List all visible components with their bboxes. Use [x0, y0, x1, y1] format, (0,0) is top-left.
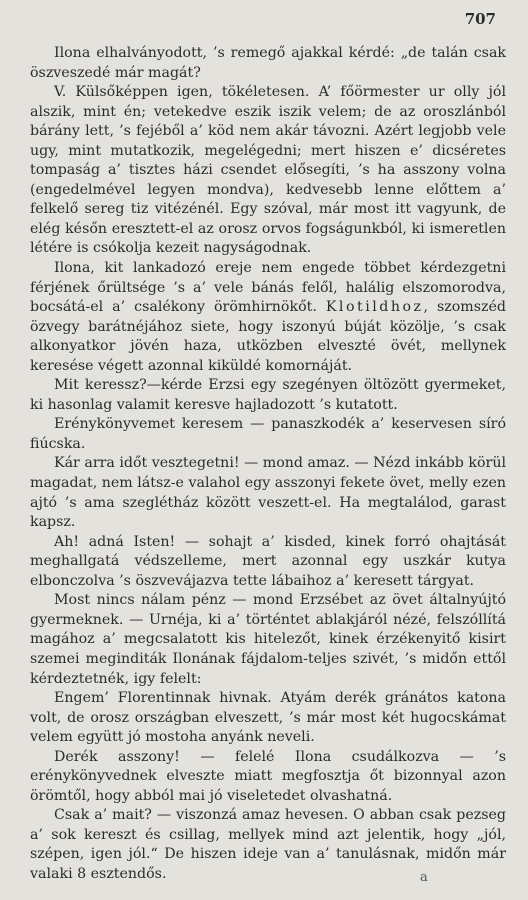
body-text [30, 44, 506, 885]
paragraph-text: Ilona elhalványodott, ’s remegő ajakkal kérdé: „de talán csak öszveszedé már magát? [30, 45, 506, 81]
paragraph-text: Csak a’ mait? — viszonzá amaz hevesen. O abban csak pezseg a’ sok kereszt és csillag, mellyek mind azt jelentik, hogy „jól, szépen, igen jól.“ De hiszen ideje van a’ tanulásnak, midőn már valaki 8 esztendős. [30, 807, 506, 882]
paragraph [30, 83, 506, 259]
paragraph-text: Most nincs nálam pénz — mond Erzsébet az övet általnyújtó gyermeknek. — Urnéja, ki a’ történtet ablakjáról nézé, felszóllítá magához a’ megcsalatott kis hitelezőt, kinek érzékenyitő kisirt szemei meginditák Ilonának fájdalom-teljes szivét, ’s midőn ettől kérdeztetnék, igy felelt: [30, 592, 506, 687]
paragraph [30, 806, 506, 884]
paragraph-text: Ah! adná Isten! — sohajt a’ kisded, kinek forró ohajtását meghallgatá védszelleme, mert azonnal egy uszkár kutya elbonczolva ’s öszvevájazva tette lábaihoz a’ keresett tárgyat. [30, 533, 506, 589]
spaced-name: Klotildhoz [325, 299, 424, 316]
paragraph-text: , szomszéd özvegy barátnéjához siete, hogy iszonyú búját közölje, ’s csak alkonyatkor jövén haza, utközben elveszté övét, mellynek keresése végett azonnal kiküldé komornáját. [30, 299, 506, 374]
paragraph [30, 376, 506, 415]
paragraph-text: Kár arra időt vesztegetni! — mond amaz. — Nézd inkább körül magadat, nem látsz-e valahol egy asszonyi fekete övet, melly ezen ajtó ’s ama szeglétház között veszett-el. Ha megtalálod, garast kapsz. [30, 455, 506, 531]
paragraph [30, 454, 506, 532]
paragraph-text: Derék asszony! — felelé Ilona csudálkozva — ’s erénykönyvednek elveszte miatt megfosztja őt bizonnyal azon örömtől, hogy abból mai jó viseletedet olvashatná. [30, 748, 506, 804]
paragraph-text: Erénykönyvemet keresem — panaszkodék a’ keservesen síró fiúcska. [30, 416, 506, 452]
paragraph [30, 689, 506, 748]
paragraph [30, 591, 506, 689]
paragraph-text: V. Külsőképpen igen, tökéletesen. A’ főörmester ur olly jól alszik, mint én; vetekedve eszik iszik velem; de az oroszlánból bárány lett, ’s fejéből a’ köd nem akár távozni. Azért legjobb vele ugy, mint mutatkozik, megelégedni; mert hiszen e’ dicséretes tompaság a’ tisztes házi csendet elősegíti, ’s ha asszony volna (engedelmével legyen mondva), kedvesebb lenne előttem a’ felkelő sereg tiz vitézénél. Egy szóval, már most itt vagyunk, de elég későn eresztett-el az orosz orvos fogságunkból, ki ismeretlen létére is csókolja kezeit nagyságodnak. [30, 84, 506, 257]
paragraph [30, 533, 506, 592]
signature-mark: a [420, 870, 428, 885]
paragraph [30, 415, 506, 454]
paragraph-text: Mit keressz?—kérde Erzsi egy szegényen öltözött gyermeket, ki hasonlag valamit keresve hajladozott ’s kutatott. [30, 377, 506, 413]
page-number: 707 [464, 10, 496, 28]
paragraph [30, 259, 506, 376]
paragraph-text: Engem’ Florentinnak hivnak. Atyám derék gránátos katona volt, de orosz országban elveszett, ’s már most két hugocskámat velem együtt jó mostoha anyánk neveli. [30, 690, 506, 746]
paragraph-text: Ilona, kit lankadozó ereje nem engede többet kérdezgetni férjének őrültsége ’s a’ vele bánás felől, halálig elszomorodva, bocsátá-el a’ csalékony örömhirnökőt. [30, 260, 506, 316]
paragraph [30, 748, 506, 807]
paragraph [30, 44, 506, 83]
